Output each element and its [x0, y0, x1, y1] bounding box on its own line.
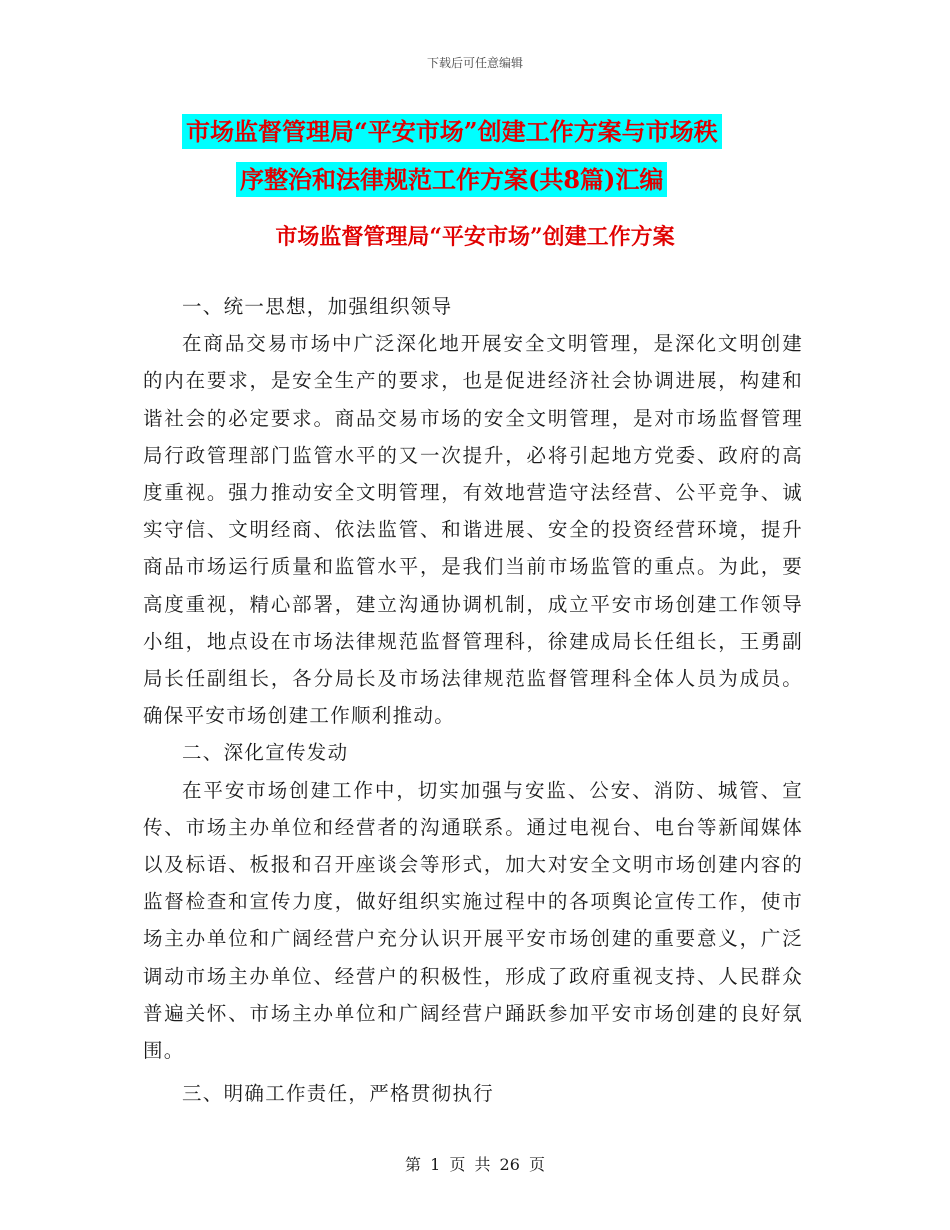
paragraph-2: 在平安市场创建工作中，切实加强与安监、公安、消防、城管、宣传、市场主办单位和经营者的沟通联系。通过电视台、电台等新闻媒体以及标语、板报和召开座谈会等形式，加大对安全文明市场创建内容的监督检查和宣传力度，做好组织实施过程中的各项舆论宣传工作，使市场主办单位和广阔经营户充分认识开展平安市场创建的重要意义，广泛调动市场主办单位、经营户的积极性，形成了政府重视支持、人民群众普遍关怀、市场主办单位和广阔经营户踊跃参加平安市场创建的良好氛围。 — [143, 778, 803, 1063]
page-footer: 第 1 页 共 26 页 — [405, 1155, 545, 1174]
header-note: 下载后可任意编辑 — [426, 56, 523, 70]
title-highlight-1: 市场监督管理局“平安市场”创建工作方案与市场秩 — [182, 114, 722, 149]
heading-2: 二、深化宣传发动 — [182, 741, 349, 765]
document-title — [182, 108, 822, 204]
section-title: 市场监督管理局“平安市场”创建工作方案 — [275, 224, 675, 250]
heading-1: 一、统一思想，加强组织领导 — [182, 295, 453, 318]
paragraph-1: 在商品交易市场中广泛深化地开展安全文明管理，是深化文明创建的内在要求，是安全生产的要求，也是促进经济社会协调进展，构建和谐社会的必定要求。商品交易市场的安全文明管理，是对市场监督管理局行政管理部门监管水平的又一次提升，必将引起地方党委、政府的高度重视。强力推动安全文明管理，有效地营造守法经营、公平竞争、诚实守信、文明经商、依法监管、和谐进展、安全的投资经营环境，提升商品市场运行质量和监管水平，是我们当前市场监管的重点。为此，要高度重视，精心部署，建立沟通协调机制，成立平安市场创建工作领导小组，地点设在市场法律规范监督管理科，徐建成局长任组长，王勇副局长任副组长，各分局长及市场法律规范监督管理科全体人员为成员。确保平安市场创建工作顺利推动。 — [143, 332, 803, 728]
document-body — [143, 288, 803, 1112]
title-highlight-2: 序整治和法律规范工作方案(共8篇)汇编 — [236, 162, 667, 197]
document-title-line-2 — [182, 156, 822, 204]
document-title-line-1 — [182, 108, 822, 156]
heading-3: 三、明确工作责任，严格贯彻执行 — [182, 1082, 495, 1106]
